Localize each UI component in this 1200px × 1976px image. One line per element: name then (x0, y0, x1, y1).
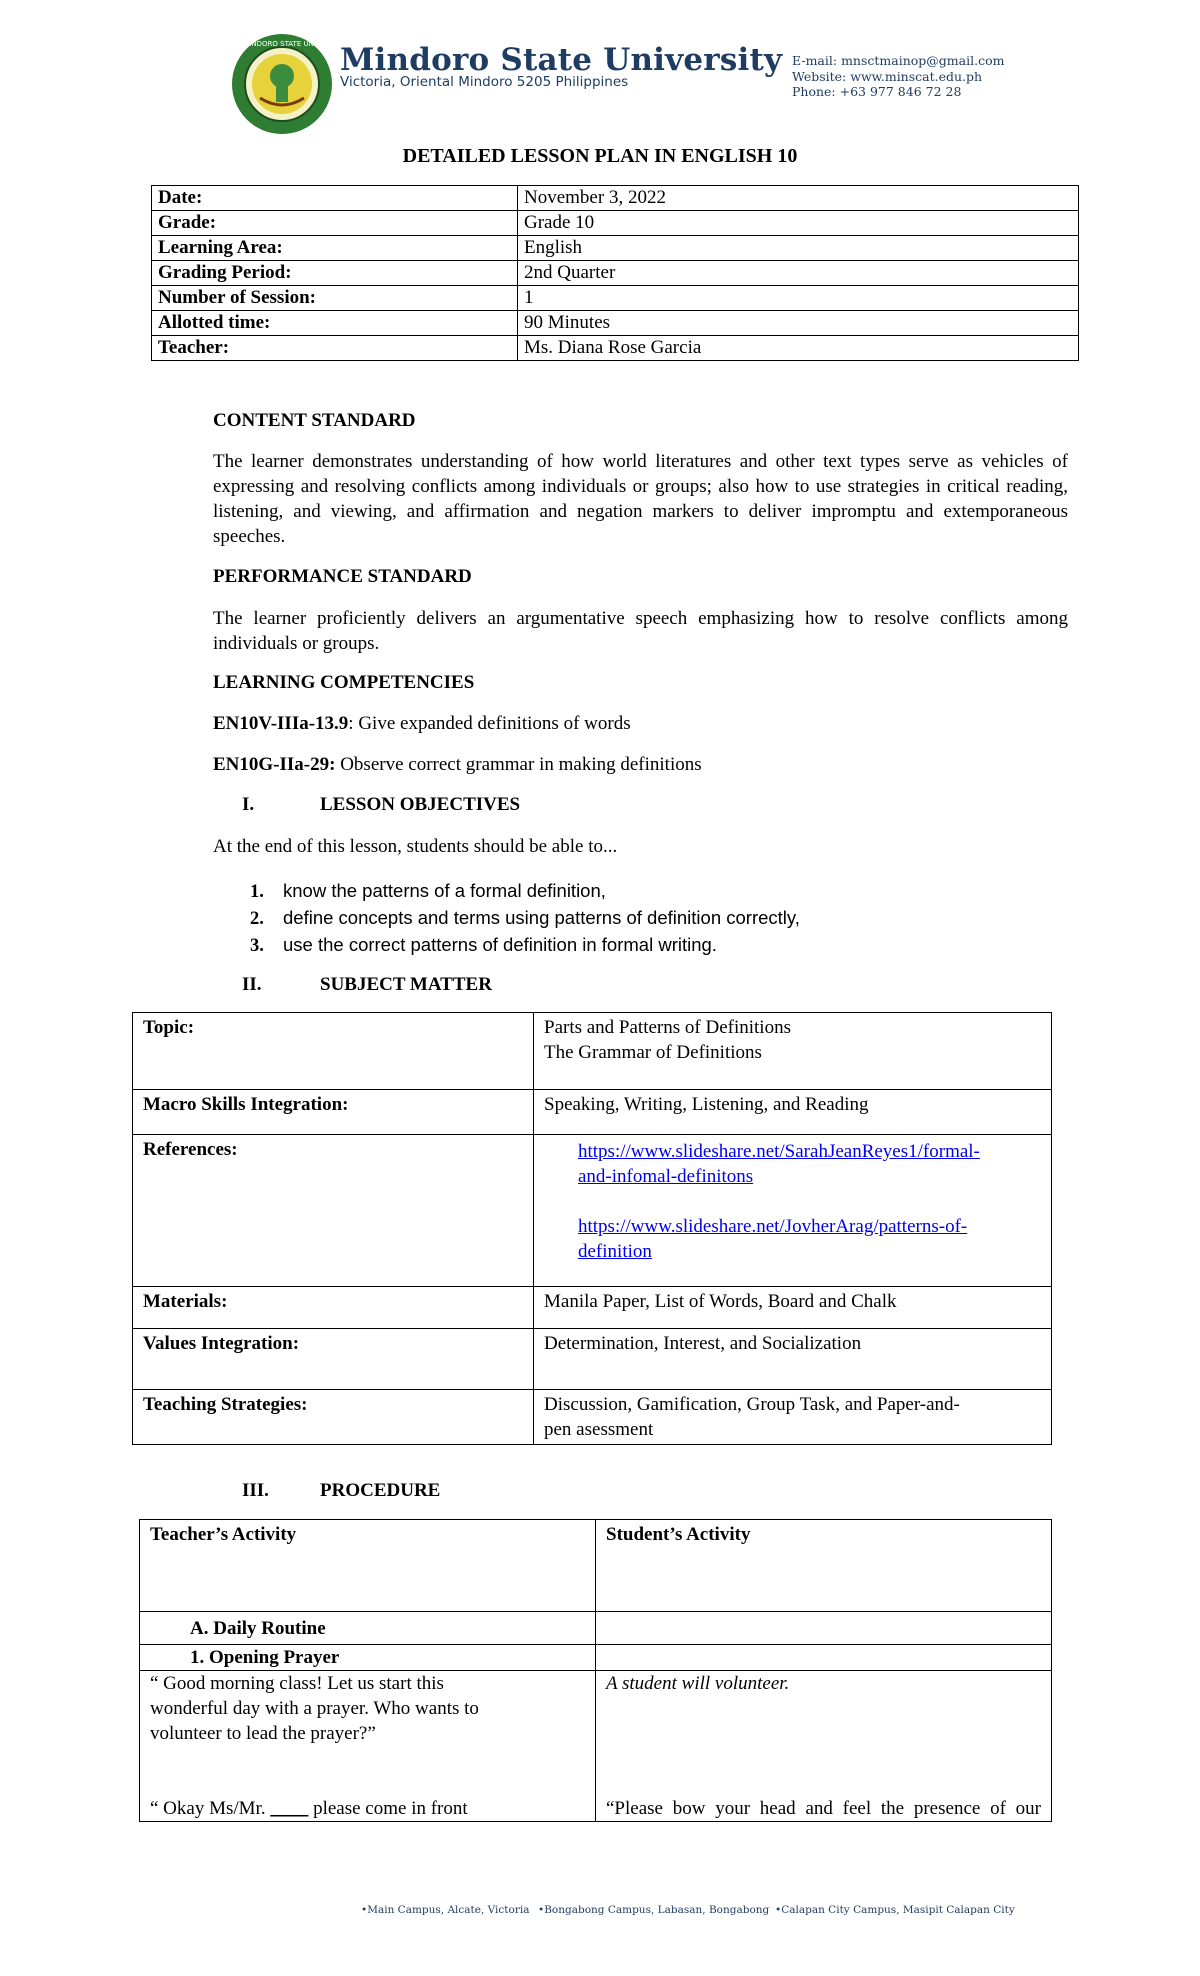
info-row-grade (152, 211, 1079, 236)
info-value: Grade 10 (518, 211, 1079, 236)
opening-prayer-label: 1. Opening Prayer (140, 1645, 596, 1671)
daily-routine-label: A. Daily Routine (140, 1612, 596, 1645)
list-item (250, 905, 800, 932)
footer-campus-calapan: •Calapan City Campus, Masipit Calapan City (775, 1904, 1015, 1916)
references-label: References: (133, 1135, 534, 1287)
student-activity-cell: A student will volunteer. “Please bow your head and feel the presence of our (596, 1671, 1052, 1822)
performance-standard-text: The learner proficiently delivers an argumentative speech emphasizing how to resolve conflicts among individuals or groups. (213, 608, 1068, 654)
objectives-list (250, 878, 800, 959)
contact-phone: Phone: +63 977 846 72 28 (792, 84, 962, 99)
performance-standard-heading: PERFORMANCE STANDARD (213, 566, 472, 587)
subject-matter-numeral: II. (242, 974, 262, 995)
lesson-info-table (151, 185, 1079, 361)
reference-link-1[interactable]: https://www.slideshare.net/SarahJeanReyes1/formal- and-infomal-definitons (578, 1141, 980, 1187)
info-label: Number of Session: (152, 286, 518, 311)
teacher-activity-header: Teacher’s Activity (140, 1520, 596, 1612)
table-row (133, 1287, 1052, 1329)
competency-text: Observe correct grammar in making definitions (335, 754, 702, 775)
info-row-teacher (152, 336, 1079, 361)
document-title: DETAILED LESSON PLAN IN ENGLISH 10 (402, 145, 798, 167)
competencies-heading: LEARNING COMPETENCIES (213, 672, 475, 693)
svg-text:MINDORO STATE UNIV: MINDORO STATE UNIV (243, 40, 321, 48)
info-value: 90 Minutes (518, 311, 1079, 336)
contact-block (792, 53, 1004, 100)
info-row-date (152, 186, 1079, 211)
objectives-intro: At the end of this lesson, students should be able to... (213, 836, 618, 857)
content-standard-heading: CONTENT STANDARD (213, 410, 416, 431)
info-label: Allotted time: (152, 311, 518, 336)
procedure-numeral: III. (242, 1480, 269, 1501)
list-text: define concepts and terms using patterns of definition correctly, (283, 907, 800, 928)
table-row (133, 1013, 1052, 1090)
macro-skills-value: Speaking, Writing, Listening, and Reading (534, 1090, 1052, 1135)
reference-link-2[interactable]: https://www.slideshare.net/JovherArag/patterns-of- definition (578, 1216, 968, 1262)
macro-skills-label: Macro Skills Integration: (133, 1090, 534, 1135)
materials-label: Materials: (133, 1287, 534, 1329)
empty-cell (596, 1612, 1052, 1645)
content-standard-text: The learner demonstrates understanding of how world literatures and other text types serve as vehicles of expressing and resolving conflicts among individuals or groups; also how to use strategies in critical reading, listening, and viewing, and affirmation and negation markers to deliver impromptu and extemporaneous speeches. (213, 451, 1068, 547)
table-row (140, 1645, 1052, 1671)
subject-matter-heading: SUBJECT MATTER (320, 974, 492, 995)
list-item (250, 932, 800, 959)
list-number: 1. (250, 882, 264, 902)
references-value (534, 1135, 1052, 1287)
teaching-strategies-value: Discussion, Gamification, Group Task, and Paper-and- pen asessment (534, 1390, 1052, 1445)
info-label: Learning Area: (152, 236, 518, 261)
topic-value (534, 1013, 1052, 1090)
info-value: 1 (518, 286, 1079, 311)
topic-label: Topic: (133, 1013, 534, 1090)
topic-line: The Grammar of Definitions (544, 1042, 762, 1063)
footer-campus-bongabong: •Bongabong Campus, Labasan, Bongabong (538, 1904, 770, 1916)
info-value: English (518, 236, 1079, 261)
list-text: know the patterns of a formal definition, (283, 880, 606, 901)
materials-value: Manila Paper, List of Words, Board and Chalk (534, 1287, 1052, 1329)
procedure-table (139, 1519, 1052, 1822)
objectives-numeral: I. (242, 794, 255, 815)
info-row-grading-period (152, 261, 1079, 286)
table-row (133, 1390, 1052, 1445)
procedure-heading: PROCEDURE (320, 1480, 441, 1501)
subject-matter-table (132, 1012, 1052, 1445)
student-activity-header: Student’s Activity (596, 1520, 1052, 1612)
info-label: Grading Period: (152, 261, 518, 286)
table-row (133, 1135, 1052, 1287)
info-row-learning-area (152, 236, 1079, 261)
list-item (250, 878, 800, 905)
table-row (140, 1671, 1052, 1822)
competency-2 (213, 754, 702, 776)
table-row (133, 1090, 1052, 1135)
contact-website: Website: www.minscat.edu.ph (792, 68, 983, 84)
teacher-activity-cell: “ Good morning class! Let us start this wonderful day with a prayer. Who wants to volunteer to lead the prayer?” “ Okay Ms/Mr. ____ please come in front (140, 1671, 596, 1822)
contact-email: E-mail: mnsctmainop@gmail.com (792, 53, 1005, 68)
info-value: 2nd Quarter (518, 261, 1079, 286)
info-label: Date: (152, 186, 518, 211)
list-number: 2. (250, 909, 264, 929)
university-name: Mindoro State University (340, 42, 783, 78)
empty-cell (596, 1645, 1052, 1671)
teaching-strategies-label: Teaching Strategies: (133, 1390, 534, 1445)
competency-1 (213, 713, 631, 735)
topic-line: Parts and Patterns of Definitions (544, 1017, 791, 1038)
info-row-sessions (152, 286, 1079, 311)
competency-code: EN10G-IIa-29: (213, 754, 336, 775)
info-row-allotted-time (152, 311, 1079, 336)
university-address: Victoria, Oriental Mindoro 5205 Philippines (340, 74, 629, 90)
list-text: use the correct patterns of definition in formal writing. (283, 934, 717, 955)
footer-campus-main: •Main Campus, Alcate, Victoria (361, 1904, 530, 1916)
info-value: Ms. Diana Rose Garcia (518, 336, 1079, 361)
info-label: Teacher: (152, 336, 518, 361)
table-row (133, 1329, 1052, 1390)
info-label: Grade: (152, 211, 518, 236)
values-integration-label: Values Integration: (133, 1329, 534, 1390)
objectives-heading: LESSON OBJECTIVES (320, 794, 521, 815)
competency-code: EN10V-IIIa-13.9 (213, 713, 349, 734)
table-row (140, 1612, 1052, 1645)
list-number: 3. (250, 936, 264, 956)
values-integration-value: Determination, Interest, and Socialization (534, 1329, 1052, 1390)
university-seal-logo (230, 32, 334, 136)
info-value: November 3, 2022 (518, 186, 1079, 211)
table-row (140, 1520, 1052, 1612)
competency-text: : Give expanded definitions of words (348, 713, 631, 734)
